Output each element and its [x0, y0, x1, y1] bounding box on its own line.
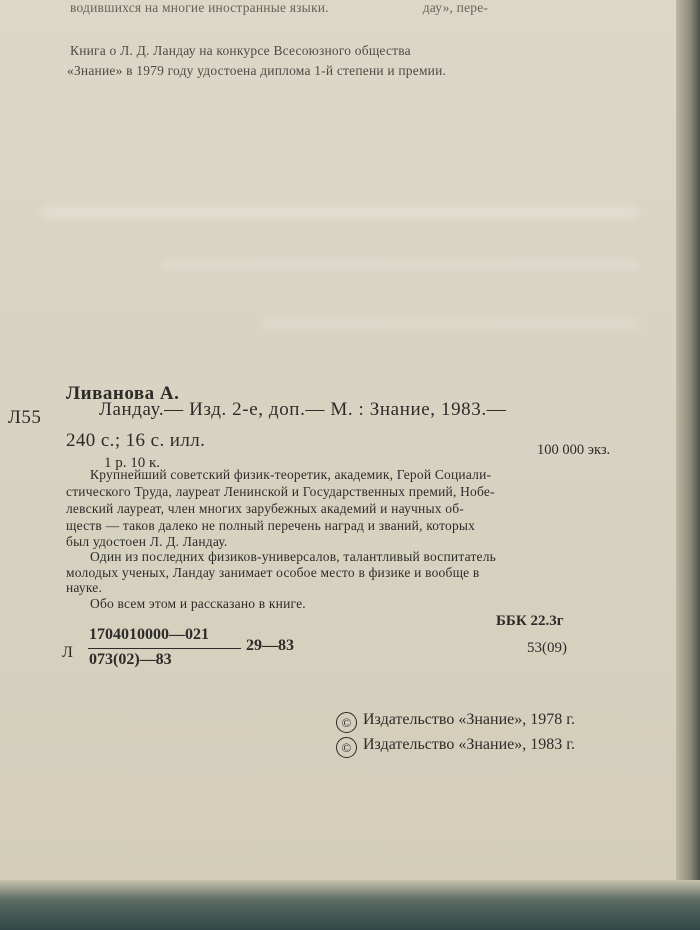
- book-cover-bottom: [0, 880, 700, 930]
- copyright-icon: ©: [336, 737, 357, 758]
- formula-denominator: 073(02)—83: [89, 651, 172, 668]
- copyright-text: Издательство «Знание», 1983 г.: [363, 736, 575, 753]
- page-count: 240 с.; 16 с. илл.: [66, 430, 206, 451]
- award-note-line-2: «Знание» в 1979 году удостоена диплома 1-й степени и премии.: [67, 63, 447, 78]
- index-letter: Л: [62, 644, 73, 661]
- formula-numerator: 1704010000—021: [89, 626, 209, 643]
- formula-divider: [88, 648, 241, 649]
- copyright-line-2: [336, 737, 575, 758]
- description-line: был удостоен Л. Д. Ландау.: [66, 534, 228, 549]
- copyright-line-1: [336, 712, 575, 733]
- description-line: молодых ученых, Ландау занимает особое место в физике и вообще в: [66, 565, 480, 580]
- description-line: Обо всем этом и рассказано в книге.: [90, 596, 306, 611]
- print-run: 100 000 экз.: [537, 442, 611, 458]
- description-line: левский лауреат, член многих зарубежных академий и научных об-: [66, 501, 464, 516]
- book-price: 1 р. 10 к.: [104, 455, 161, 471]
- description-line: Один из последних физиков-универсалов, талантливый воспитатель: [90, 549, 497, 564]
- copyright-text: Издательство «Знание», 1978 г.: [363, 711, 575, 728]
- copyright-icon: ©: [336, 712, 357, 733]
- description-line: ществ — таков далеко не полный перечень наград и званий, которых: [66, 518, 476, 533]
- award-note-line-1: Книга о Л. Д. Ландау на конкурсе Всесоюзного общества: [70, 43, 411, 58]
- book-cover-edge: [676, 0, 700, 880]
- author-code: Л55: [8, 407, 42, 428]
- page-crease: [40, 205, 640, 219]
- description-line: науке.: [66, 580, 103, 595]
- description-line: Крупнейший советский физик-теоретик, академик, Герой Социали-: [90, 467, 492, 482]
- bibliographic-title: Ландау.— Изд. 2-е, доп.— М. : Знание, 1983.—: [99, 399, 507, 420]
- page-crease: [260, 316, 640, 330]
- description-line: стического Труда, лауреат Ленинской и Государственных премий, Нобе-: [66, 484, 495, 499]
- formula-suffix: 29—83: [246, 637, 294, 654]
- bbk-label: ББК 22.3г: [496, 613, 564, 629]
- page-crease: [160, 258, 640, 272]
- author-name: Ливанова А.: [66, 383, 180, 404]
- cut-off-text: водившихся на многие иностранные языки. дау», пере-: [70, 0, 489, 15]
- bbk-code: 53(09): [527, 640, 567, 656]
